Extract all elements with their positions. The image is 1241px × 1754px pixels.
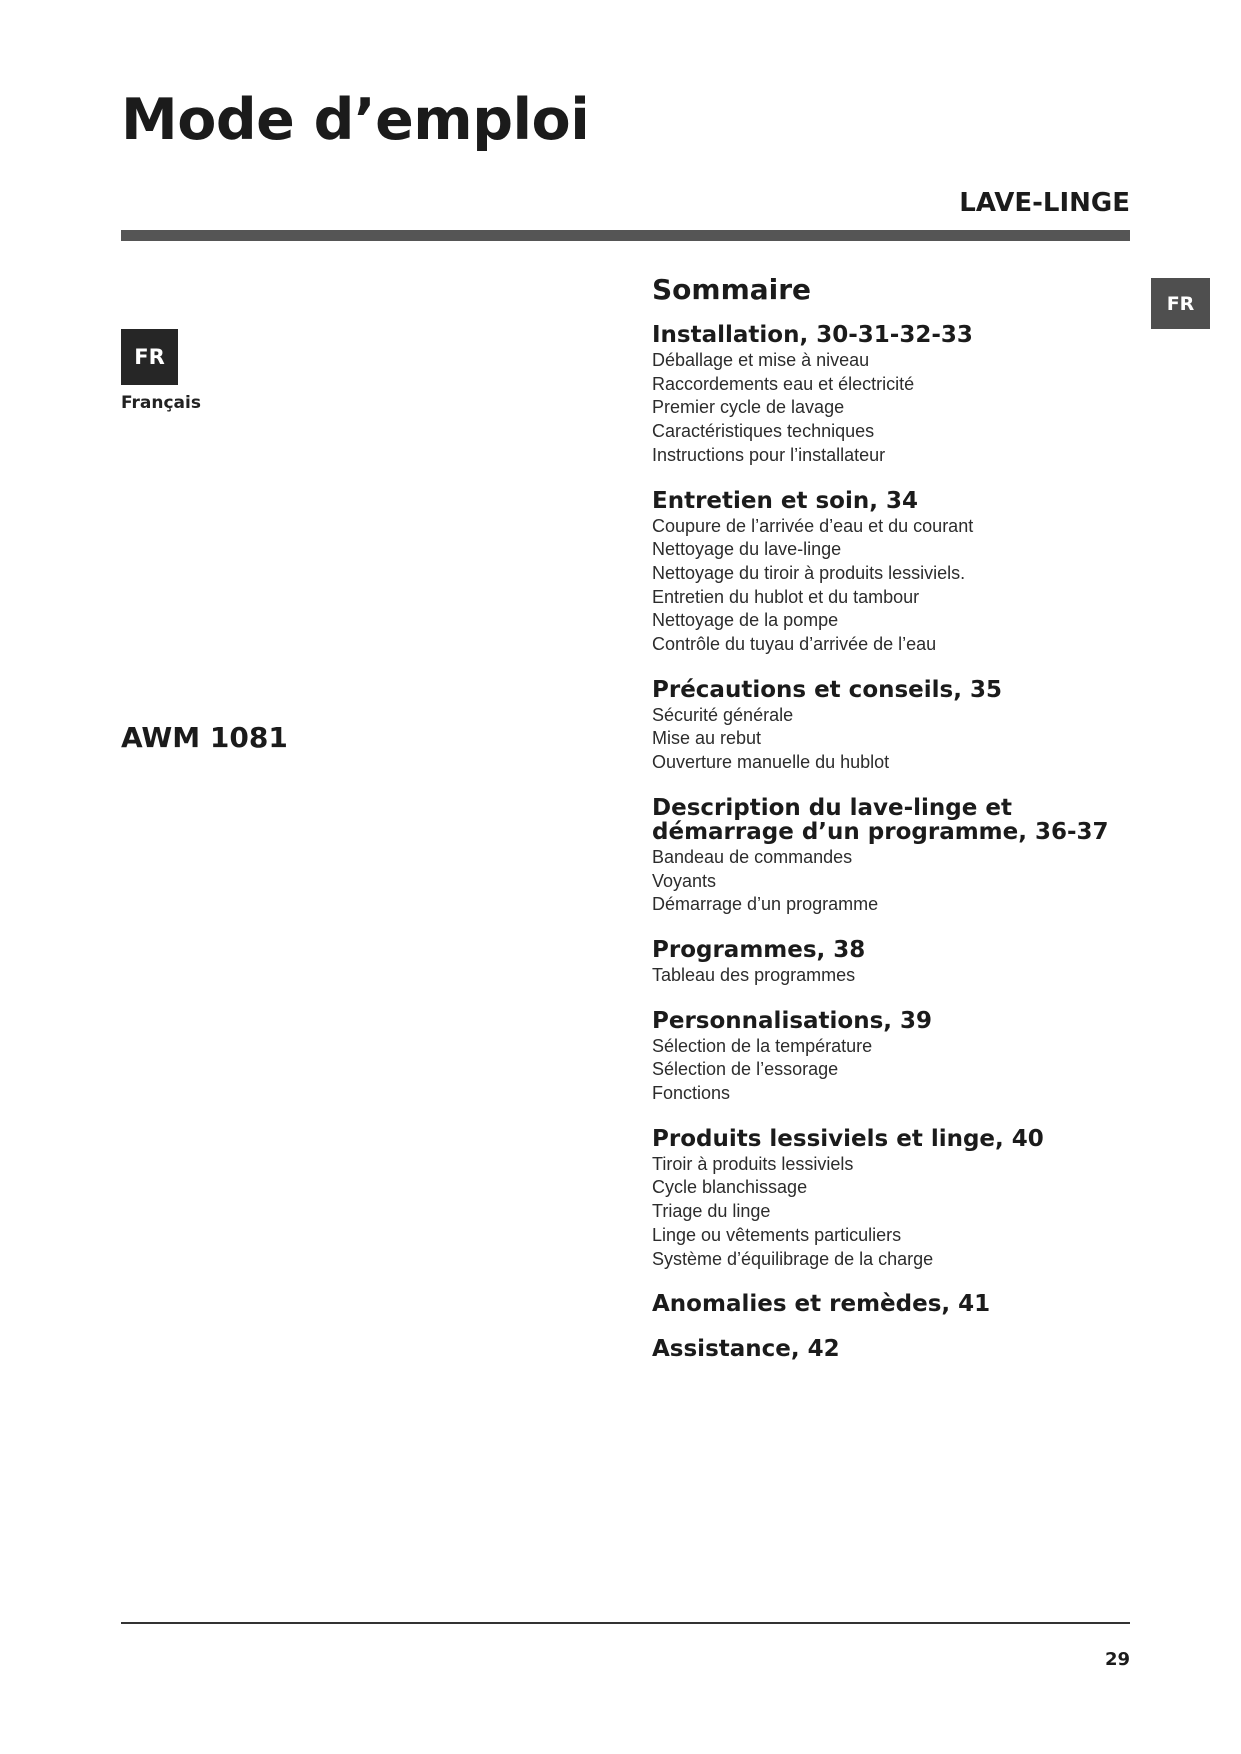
toc-item: Mise au rebut	[652, 728, 762, 749]
toc-section	[652, 1337, 1132, 1361]
toc-section	[652, 1292, 1132, 1316]
toc-section	[652, 938, 1132, 988]
toc-section-title: Précautions et conseils, 35	[652, 676, 1002, 703]
toc-item: Caractéristiques techniques	[652, 421, 875, 442]
toc-item: Déballage et mise à niveau	[652, 350, 870, 370]
toc-item: Voyants	[652, 870, 717, 891]
language-side-tab: FR	[1151, 278, 1210, 329]
toc-item: Sécurité générale	[652, 704, 794, 725]
model-name: AWM 1081	[121, 721, 288, 754]
language-label: Français	[121, 393, 201, 413]
toc-item: Instructions pour l’installateur	[652, 444, 886, 465]
toc-item: Bandeau de commandes	[652, 846, 853, 867]
toc-item: Fonctions	[652, 1083, 731, 1104]
toc-item-list	[652, 846, 1132, 917]
product-type-label: LAVE-LINGE	[959, 188, 1130, 218]
toc-section-title: Description du lave-linge et démarrage d’un programme, 36-37	[652, 794, 1109, 845]
toc-section-title: Assistance, 42	[652, 1336, 840, 1363]
toc-item: Premier cycle de lavage	[652, 397, 845, 418]
toc-item-list	[652, 515, 1132, 657]
toc-heading: Sommaire	[652, 273, 812, 306]
toc-item: Nettoyage du tiroir à produits lessiviels.	[652, 562, 966, 583]
toc-item: Démarrage d’un programme	[652, 894, 879, 915]
page-number: 29	[1104, 1649, 1130, 1670]
toc-section	[652, 323, 1132, 468]
toc-item: Nettoyage du lave-linge	[652, 539, 842, 560]
toc-section	[652, 678, 1132, 775]
toc-section-title: Entretien et soin, 34	[652, 487, 918, 514]
toc-item-list	[652, 1153, 1132, 1272]
toc-item-list	[652, 349, 1132, 468]
toc-item: Linge ou vêtements particuliers	[652, 1224, 902, 1245]
toc-section-title: Produits lessiviels et linge, 40	[652, 1125, 1044, 1152]
toc-section-title: Personnalisations, 39	[652, 1007, 933, 1034]
toc-item: Tiroir à produits lessiviels	[652, 1153, 854, 1174]
toc-item: Raccordements eau et électricité	[652, 373, 915, 394]
toc-item: Cycle blanchissage	[652, 1177, 808, 1198]
language-badge: FR	[121, 329, 178, 385]
page-title: Mode d’emploi	[121, 87, 590, 153]
header-divider	[121, 230, 1130, 241]
toc-item: Triage du linge	[652, 1201, 771, 1222]
toc-sections	[652, 323, 1132, 1361]
toc-item: Sélection de l’essorage	[652, 1059, 839, 1080]
toc-section	[652, 796, 1132, 917]
toc-item-list	[652, 1035, 1132, 1106]
toc-item-list	[652, 704, 1132, 775]
toc-section-title: Programmes, 38	[652, 936, 866, 963]
table-of-contents	[652, 273, 1132, 1382]
toc-item: Tableau des programmes	[652, 964, 856, 985]
toc-item: Contrôle du tuyau d’arrivée de l’eau	[652, 634, 937, 655]
toc-item: Système d’équilibrage de la charge	[652, 1248, 934, 1269]
toc-section-title: Anomalies et remèdes, 41	[652, 1291, 991, 1318]
toc-item: Sélection de la température	[652, 1035, 873, 1056]
toc-section	[652, 489, 1132, 657]
toc-section-title: Installation, 30-31-32-33	[652, 322, 973, 348]
toc-section	[652, 1127, 1132, 1272]
toc-item-list	[652, 964, 1132, 988]
toc-item: Nettoyage de la pompe	[652, 610, 839, 631]
toc-item: Coupure de l’arrivée d’eau et du courant	[652, 515, 974, 536]
footer-divider	[121, 1622, 1130, 1624]
toc-section	[652, 1009, 1132, 1106]
toc-item: Ouverture manuelle du hublot	[652, 752, 890, 773]
toc-item: Entretien du hublot et du tambour	[652, 586, 920, 607]
